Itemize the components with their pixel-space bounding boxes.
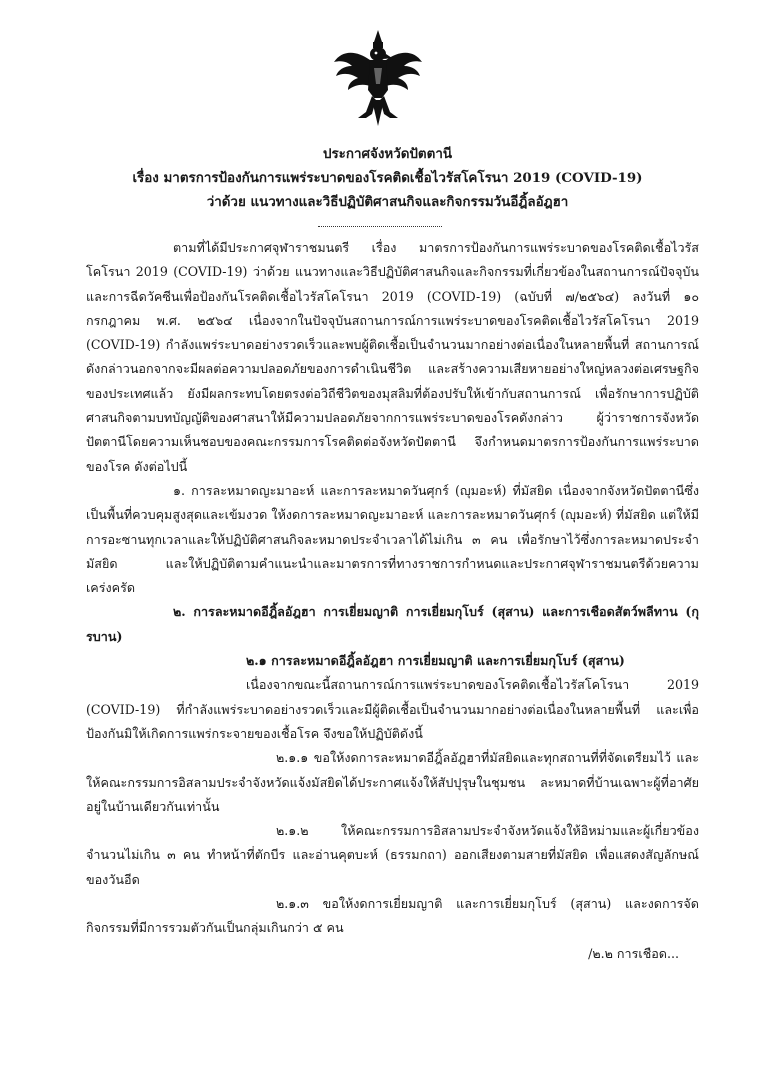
item-2-1-heading: ๒.๑ การละหมาดอีฎิ้ลอัฎฮา การเยี่ยมญาติ และการเยี่ยมกุโบร์ (สุสาน) [246, 653, 625, 669]
intro-paragraph: ตามที่ได้มีประกาศจุฬาราชมนตรี เรื่อง มาตรการป้องกันการแพร่ระบาดของโรคติดเชื้อไวรัสโคโรนา 2019 (COVID-19) ว่าด้วย แนวทางและวิธีปฏิบัติศาสนกิจและกิจกรรมที่เกี่ยวข้องในสถานการณ์ปัจจุบันและการฉีดวัคซีนเพื่อป้องกันโรคติดเชื้อไวรัสโคโรนา 2019 (COVID-19) (ฉบับที่ ๗/๒๕๖๔) ลงวันที่ ๑๐ กรกฎาคม พ.ศ. ๒๕๖๔ เนื่องจากในปัจจุบันสถานการณ์การแพร่ระบาดของโรคติดเชื้อไวรัสโคโรนา 2019 (COVID-19) กำลังแพร่ระบาดอย่างรวดเร็วและพบผู้ติดเชื้อเป็นจำนวนมากอย่างต่อเนื่องในหลายพื้นที่ สถานการณ์ดังกล่าวนอกจากจะมีผลต่อความปลอดภัยของการดำเนินชีวิต และสร้างความเสียหายอย่างใหญ่หลวงต่อเศรษฐกิจของประเทศแล้ว ยังมีผลกระทบโดยตรงต่อวิถีชีวิตของมุสลิมที่ต้องปรับให้เข้ากับสถานการณ์ เพื่อรักษาการปฏิบัติศาสนกิจตามบทบัญญัติของศาสนาให้มีความปลอดภัยจากการแพร่ระบาดของโรคดังกล่าว ผู้ว่าราชการจังหวัดปัตตานีโดยความเห็นชอบของคณะกรรมการโรคติดต่อจังหวัดปัตตานี จึงกำหนดมาตรการป้องกันการแพร่ระบาดของโรค ดังต่อไปนี้ [86, 240, 699, 474]
item-2-1-3-paragraph: ๒.๑.๓ ขอให้งดการเยี่ยมญาติ และการเยี่ยมกุโบร์ (สุสาน) และงดการจัดกิจกรรมที่มีการรวมตัวกันเป็นกลุ่มเกินกว่า ๕ คน [86, 896, 699, 936]
item-2-1-2-paragraph: ๒.๑.๒ ให้คณะกรรมการอิสลามประจำจังหวัดแจ้งให้อิหม่ามและผู้เกี่ยวข้อง จำนวนไม่เกิน ๓ คน ทำหน้าที่ตักบีร และอ่านคุตบะห์ (ธรรมกถา) ออกเสียงตามสายที่มัสยิด เพื่อแสดงสัญลักษณ์ของวันอีด [86, 823, 699, 887]
continuation-note: /๒.๒ การเชือด... [588, 946, 679, 961]
item-2-1-1-paragraph: ๒.๑.๑ ขอให้งดการละหมาดอีฎิ้ลอัฎฮาที่มัสยิดและทุกสถานที่ที่จัดเตรียมไว้ และให้คณะกรรมการอิสลามประจำจังหวัดแจ้งมัสยิดได้ประกาศแจ้งให้สัปปุรุษในชุมชน ละหมาดที่บ้านเฉพาะผู้ที่อาศัยอยู่ในบ้านเดียวกันเท่านั้น [86, 750, 699, 814]
item-2-heading: ๒. การละหมาดอีฎิ้ลอัฎฮา การเยี่ยมญาติ การเยี่ยมกุโบร์ (สุสาน) และการเชือดสัตว์พลีทาน (กุรบาน) [86, 604, 699, 644]
item-2-1-paragraph: เนื่องจากขณะนี้สถานการณ์การแพร่ระบาดของโรคติดเชื้อไวรัสโคโรนา 2019 (COVID-19) ที่กำลังแพร่ระบาดอย่างรวดเร็วและมีผู้ติดเชื้อเป็นจำนวนมากอย่างต่อเนื่องในหลายพื้นที่ และเพื่อป้องกันมิให้เกิดการแพร่กระจายของเชื้อโรค จึงขอให้ปฏิบัติดังนี้ [86, 677, 699, 741]
document-title: ประกาศจังหวัดปัตตานี [322, 146, 452, 162]
document-about: ว่าด้วย แนวทางและวิธีปฏิบัติศาสนกิจและกิจกรรมวันอีฎิ้ลอัฎฮา [206, 194, 569, 210]
document-body [86, 236, 699, 941]
garuda-emblem-icon [332, 28, 424, 128]
document-subject: เรื่อง มาตรการป้องกันการแพร่ระบาดของโรคติดเชื้อไวรัสโคโรนา 2019 (COVID-19) [132, 170, 643, 186]
header-divider [318, 226, 442, 227]
document-header [86, 142, 689, 214]
item-1-paragraph: ๑. การละหมาดญะมาอะห์ และการละหมาดวันศุกร์ (ญุมอะห์) ที่มัสยิด เนื่องจากจังหวัดปัตตานีซึ่งเป็นพื้นที่ควบคุมสูงสุดและเข้มงวด ให้งดการละหมาดญะมาอะห์ และการละหมาดวันศุกร์ (ญุมอะห์) ที่มัสยิด แต่ให้มีการอะซานทุกเวลาและให้ปฏิบัติศาสนกิจละหมาดประจำเวลาได้ไม่เกิน ๓ คน เพื่อรักษาไว้ซึ่งการละหมาดประจำมัสยิด และให้ปฏิบัติตามคำแนะนำและมาตรการที่ทางราชการกำหนดและประกาศจุฬาราชมนตรีด้วยความเคร่งครัด [86, 482, 699, 596]
